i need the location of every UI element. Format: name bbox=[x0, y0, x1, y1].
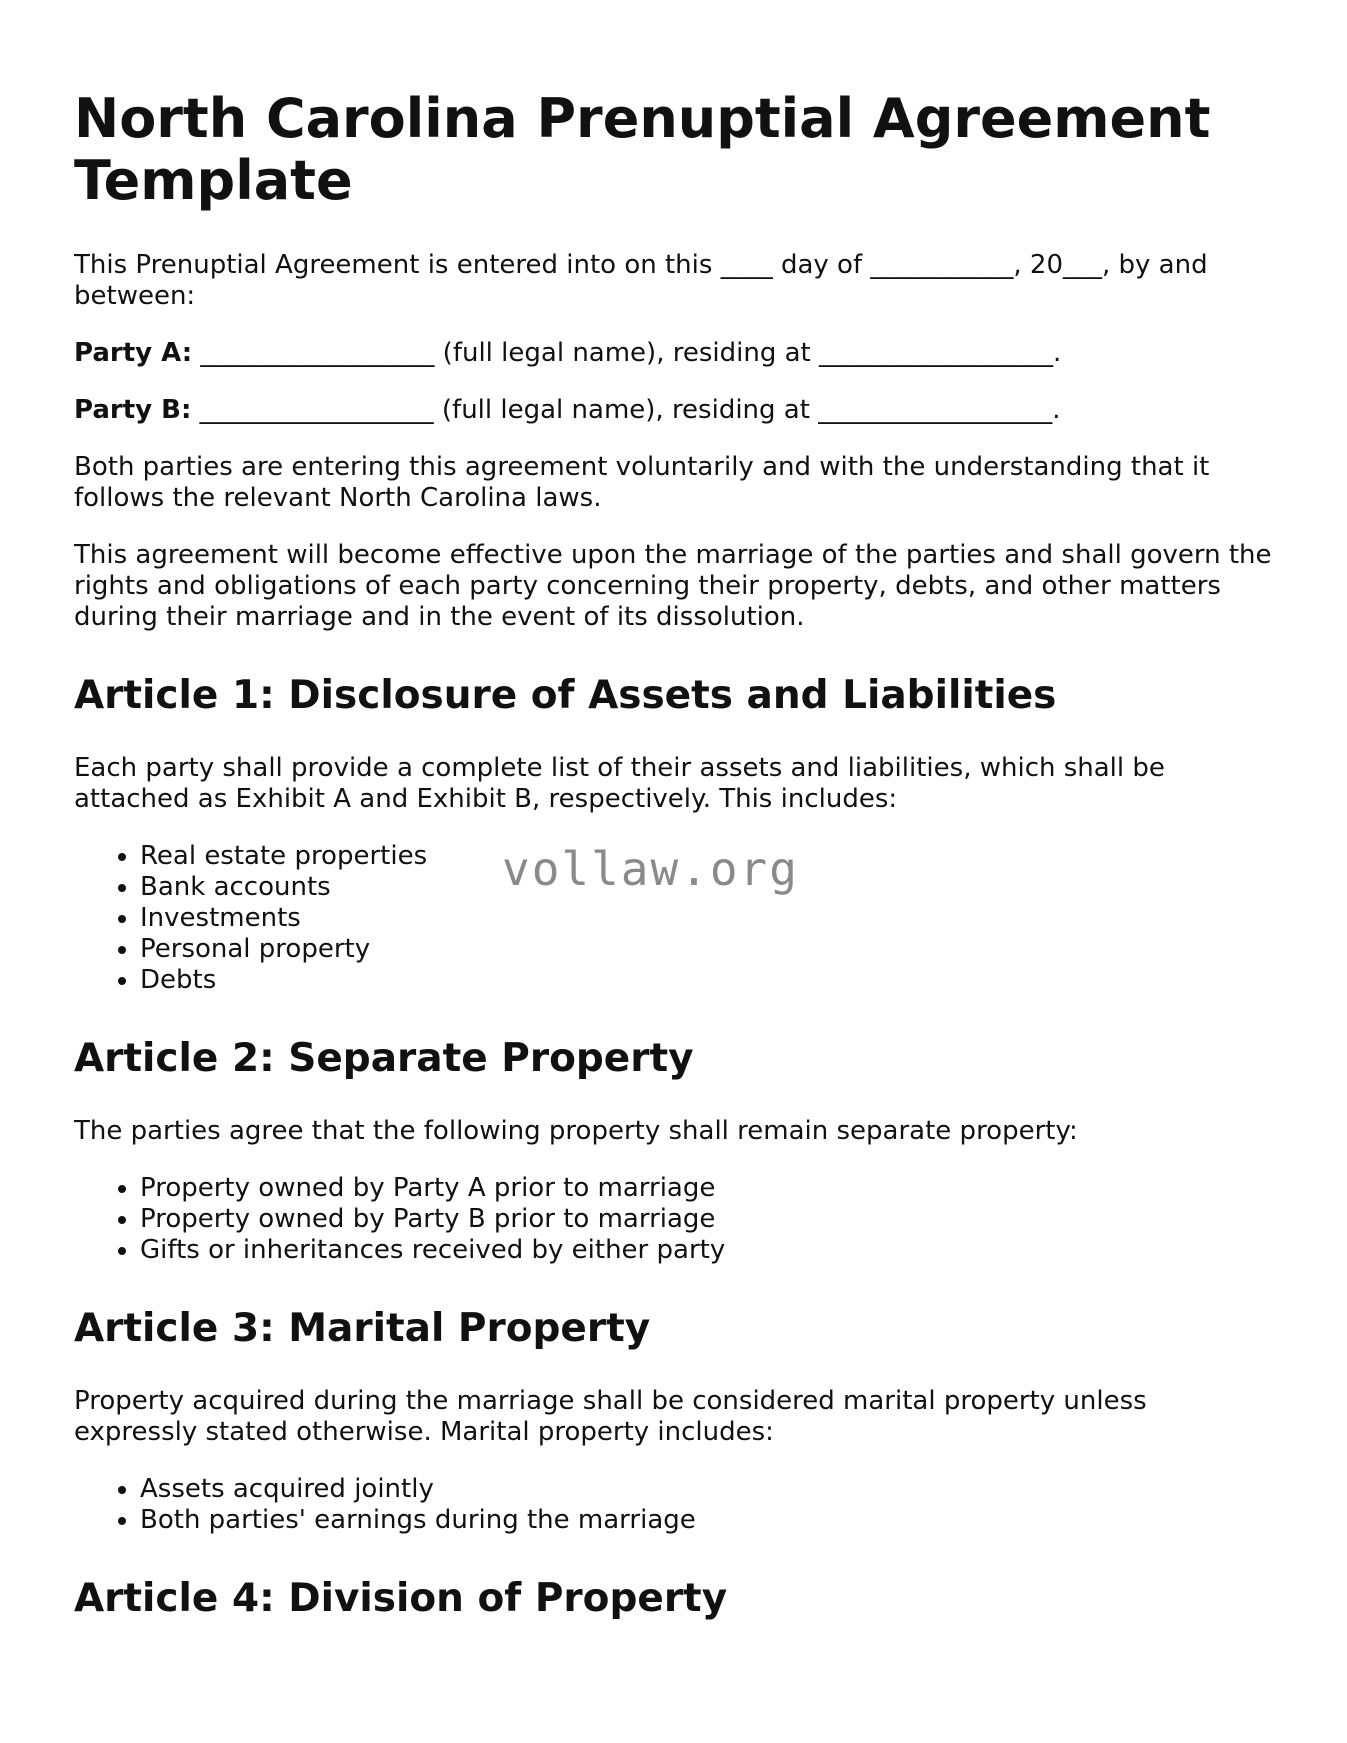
article-1-text: Each party shall provide a complete list of their assets and liabilities, which shall be attached as Exhibit A and Exhibit B, respectively. This includes: bbox=[74, 753, 1165, 814]
article-3-text: Property acquired during the marriage shall be considered marital property unless expressly stated otherwise. Marital property includes: bbox=[74, 1386, 1147, 1447]
article-3-heading: Article 3: Marital Property bbox=[74, 1306, 651, 1351]
voluntary-paragraph: Both parties are entering this agreement voluntarily and with the understanding that it follows the relevant North Carolina laws. bbox=[74, 452, 1210, 513]
list-item: • Real estate properties bbox=[140, 841, 1274, 872]
effective-paragraph: This agreement will become effective upon the marriage of the parties and shall govern the rights and obligations of each party concerning their property, debts, and other matters during their marriage and in the event of its dissolution. bbox=[74, 540, 1272, 632]
party-a-line bbox=[74, 338, 1274, 369]
article-2-text: The parties agree that the following property shall remain separate property: bbox=[74, 1116, 1078, 1146]
party-b-line bbox=[74, 395, 1274, 426]
list-item: • Assets acquired jointly bbox=[140, 1474, 1274, 1505]
list-item: • Gifts or inheritances received by either party bbox=[140, 1235, 1274, 1266]
list-item: • Investments bbox=[140, 903, 1274, 934]
article-2-list bbox=[74, 1173, 1274, 1266]
article-1-heading: Article 1: Disclosure of Assets and Liabilities bbox=[74, 673, 1057, 718]
party-b-text: __________________ (full legal name), residing at __________________. bbox=[191, 395, 1061, 425]
watermark: vollaw.org bbox=[502, 842, 799, 896]
party-a-text: __________________ (full legal name), residing at __________________. bbox=[192, 338, 1062, 368]
list-item: • Property owned by Party A prior to marriage bbox=[140, 1173, 1274, 1204]
article-2-heading: Article 2: Separate Property bbox=[74, 1036, 694, 1081]
party-a-label: Party A: bbox=[74, 338, 193, 368]
list-item: • Property owned by Party B prior to marriage bbox=[140, 1204, 1274, 1235]
list-item: • Personal property bbox=[140, 934, 1274, 965]
document-title: North Carolina Prenuptial Agreement Template bbox=[74, 87, 1211, 212]
intro-paragraph: This Prenuptial Agreement is entered into on this ____ day of ___________, 20___, by and between: bbox=[74, 250, 1208, 311]
list-item: • Debts bbox=[140, 965, 1274, 996]
article-3-list bbox=[74, 1474, 1274, 1536]
party-b-label: Party B: bbox=[74, 395, 192, 425]
list-item: • Both parties' earnings during the marriage bbox=[140, 1505, 1274, 1536]
list-item: • Bank accounts bbox=[140, 872, 1274, 903]
article-4-heading: Article 4: Division of Property bbox=[74, 1576, 728, 1621]
